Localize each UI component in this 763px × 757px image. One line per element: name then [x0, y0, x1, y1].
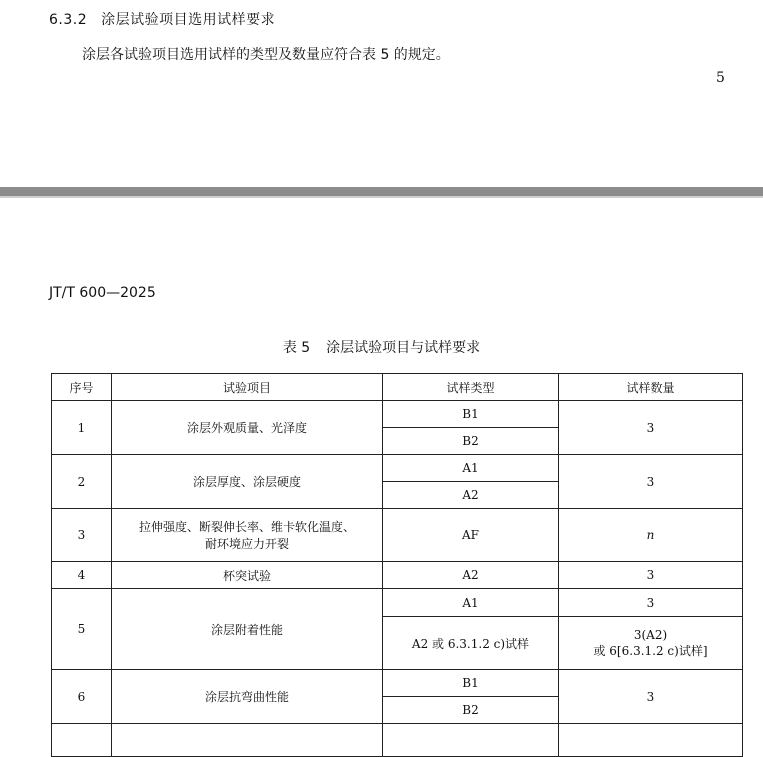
spec-table — [51, 373, 743, 757]
test-item-line: 耐环境应力开裂 — [204, 537, 289, 551]
table-row — [52, 589, 743, 617]
page-divider — [0, 187, 763, 196]
sample-type: A1 — [383, 589, 559, 617]
sample-qty: 3 — [559, 401, 743, 455]
header-cell: 试样数量 — [559, 374, 743, 401]
section-number: 6.3.2 — [49, 12, 88, 28]
sample-type: A2 — [383, 562, 559, 589]
table-row — [52, 562, 743, 589]
table-row — [52, 401, 743, 428]
sample-qty: 3 — [559, 589, 743, 617]
table-label: 表 5 — [282, 340, 311, 356]
test-item: 涂层附着性能 — [112, 589, 383, 670]
table-row — [52, 724, 743, 757]
table-row — [52, 670, 743, 697]
row-number: 1 — [52, 401, 112, 455]
test-item: 涂层厚度、涂层硬度 — [112, 455, 383, 509]
test-item: 涂层外观质量、光泽度 — [112, 401, 383, 455]
empty-cell — [52, 724, 112, 757]
row-number: 6 — [52, 670, 112, 724]
header-cell: 试样类型 — [383, 374, 559, 401]
row-number: 4 — [52, 562, 112, 589]
empty-cell — [383, 724, 559, 757]
sample-qty — [559, 617, 743, 670]
sample-qty: n — [559, 509, 743, 562]
table-row — [52, 509, 743, 562]
sample-qty: 3 — [559, 670, 743, 724]
sample-qty: 3 — [559, 455, 743, 509]
test-item-line: 拉伸强度、断裂伸长率、维卡软化温度、 — [138, 520, 355, 534]
sample-qty-line: 3(A2) — [633, 627, 668, 642]
sample-type: B1 — [383, 401, 559, 428]
body-paragraph: 涂层各试验项目选用试样的类型及数量应符合表 5 的规定。 — [82, 47, 450, 63]
sample-type: AF — [383, 509, 559, 562]
table-title — [0, 337, 763, 357]
sample-qty-line: 或 6[6.3.1.2 c)试样] — [593, 643, 708, 658]
test-item: 涂层抗弯曲性能 — [112, 670, 383, 724]
page-number: 5 — [716, 70, 725, 86]
row-number: 2 — [52, 455, 112, 509]
sample-type: B2 — [383, 428, 559, 455]
empty-cell — [559, 724, 743, 757]
section-heading — [49, 9, 275, 29]
sample-type: B1 — [383, 670, 559, 697]
header-cell: 试验项目 — [112, 374, 383, 401]
empty-cell — [112, 724, 383, 757]
row-number: 5 — [52, 589, 112, 670]
sample-type: A1 — [383, 455, 559, 482]
sample-type: A2 或 6.3.1.2 c)试样 — [383, 617, 559, 670]
section-title: 涂层试验项目选用试样要求 — [101, 12, 276, 28]
test-item: 杯突试验 — [112, 562, 383, 589]
table-header-row — [52, 374, 743, 401]
table-caption: 涂层试验项目与试样要求 — [326, 340, 481, 356]
sample-qty: 3 — [559, 562, 743, 589]
header-cell: 序号 — [52, 374, 112, 401]
sample-type: A2 — [383, 482, 559, 509]
standard-code: JT/T 600—2025 — [49, 285, 156, 301]
test-item — [112, 509, 383, 562]
sample-type: B2 — [383, 697, 559, 724]
row-number: 3 — [52, 509, 112, 562]
table-row — [52, 455, 743, 482]
page-divider-shadow — [0, 196, 763, 198]
